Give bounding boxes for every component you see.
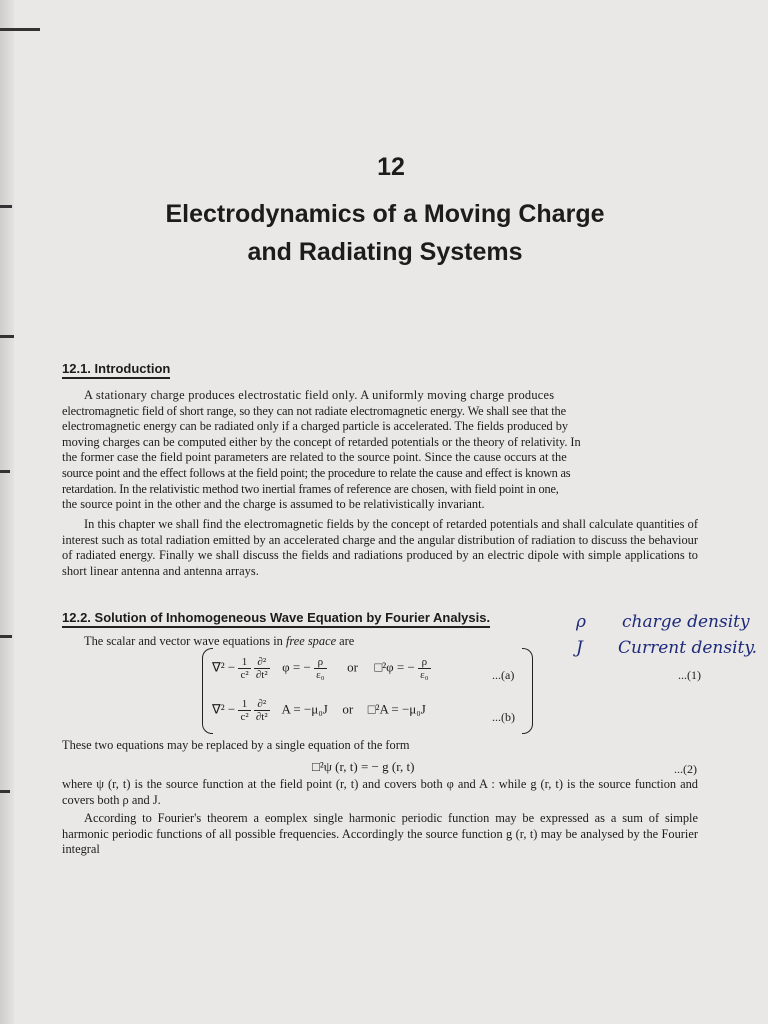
intro-line: electromagnetic energy can be radiated only if a charged particle is accelerated. The fields produced by <box>62 419 569 434</box>
eq-or: or <box>347 659 358 675</box>
eq-dalembert: □²φ = − <box>374 659 415 675</box>
equation-2: □²ψ (r, t) = − g (r, t) <box>312 759 415 774</box>
fraction <box>238 698 250 723</box>
binding-tick <box>0 790 10 793</box>
intro-line: retardation. In the relativistic method two inertial frames of reference are chosen, with field point in one, <box>62 481 559 496</box>
fraction-num: ρ <box>314 656 326 669</box>
intro-line: source point and the effect follows at the field point; the procedure to relate the cause and effect is known as <box>62 465 571 480</box>
replacement-text: These two equations may be replaced by a single equation of the form <box>62 738 410 752</box>
wave-eq-intro <box>84 634 584 650</box>
fraction-num: 1 <box>238 698 250 711</box>
equation-brace-right <box>522 648 533 734</box>
eq-operator: ∇² − <box>212 659 236 675</box>
handwritten-note: Current density. <box>618 638 758 658</box>
fraction-num: ∂² <box>254 656 270 669</box>
fraction <box>254 698 270 723</box>
fraction-num: ρ <box>418 656 430 669</box>
page-binding-edge <box>0 0 14 1024</box>
fraction <box>314 656 326 681</box>
where-paragraph: where ψ (r, t) is the source function at the field point (r, t) and covers both φ and A : while g (r, t) is the source function and covers both ρ and J. <box>62 777 698 807</box>
eq-dalembert: □²A = −μ₀J <box>367 701 426 717</box>
handwritten-note: charge density <box>622 612 750 632</box>
intro-text: are <box>336 634 355 648</box>
fraction-den: c² <box>240 711 249 723</box>
fraction-den: ∂t² <box>255 711 268 723</box>
eq-or: or <box>342 701 354 717</box>
fraction-den: c² <box>240 669 249 681</box>
eq-rhs: φ = − <box>282 659 311 675</box>
equation-label: ...(a) <box>492 668 515 682</box>
handwritten-symbol: J <box>576 638 583 658</box>
handwritten-symbol: ρ <box>576 612 586 632</box>
chapter-title-line: and Radiating Systems <box>247 238 523 266</box>
fraction-den: ε₀ <box>420 669 429 681</box>
intro-line: A stationary charge produces electrostatic field only. A uniformly moving charge produces <box>84 388 555 402</box>
intro-line: the source point in the other and the charge is assumed to be relativistically invariant. <box>62 497 485 512</box>
eq-rhs: A = −μ₀J <box>281 701 328 717</box>
eq-operator: ∇² − <box>212 701 236 717</box>
fraction-den: ε₀ <box>316 669 325 681</box>
fraction <box>418 656 430 681</box>
intro-text: The scalar and vector wave equations in <box>84 634 286 648</box>
chapter-overview-paragraph: In this chapter we shall find the electromagnetic fields by the concept of retarded potentials and shall calculate quantities of interest such as total radiation emitted by an accelerated charge and the angular distribution of radiation to discuss the behaviour of radiated energy. Finally we shall discuss the fields and radiations produced by an electric dipole with simple applications to short linear antenna and antenna arrays. <box>62 517 698 578</box>
free-space-term: free space <box>285 634 337 648</box>
equation-label: ...(b) <box>492 710 515 724</box>
section-heading: 12.2. Solution of Inhomogeneous Wave Equation by Fourier Analysis. <box>62 610 490 628</box>
intro-paragraph <box>62 388 698 513</box>
intro-line: moving charges can be computed either by the concept of retarded potentials or the theory of relativity. In <box>62 434 581 449</box>
equation-label: ...(2) <box>674 762 697 776</box>
equation-a <box>212 656 431 681</box>
equation-label: ...(1) <box>678 668 701 682</box>
intro-line: electromagnetic field of short range, so they can not radiate electromagnetic energy. We shall see that the <box>62 403 566 418</box>
fourier-paragraph: According to Fourier's theorem a eomplex single harmonic periodic function may be expressed as a sum of simple harmonic periodic functions of all possible frequencies. Accordingly the source function g (r, t) may be analysed by the Fourier integral <box>62 811 698 857</box>
chapter-title-line: Electrodynamics of a Moving Charge <box>165 200 605 228</box>
binding-tick <box>0 335 14 338</box>
section-heading: 12.1. Introduction <box>62 361 170 379</box>
fraction-num: ∂² <box>254 698 270 711</box>
binding-tick <box>0 635 12 638</box>
fraction-num: 1 <box>238 656 250 669</box>
equation-b <box>212 698 426 723</box>
chapter-title <box>14 195 756 271</box>
binding-tick <box>0 470 10 473</box>
fraction-den: ∂t² <box>255 669 268 681</box>
intro-line: the former case the field point parameters are related to the source point. Since the cause occurs at the <box>62 450 567 465</box>
document-page <box>14 0 768 1024</box>
fraction <box>254 656 270 681</box>
binding-tick <box>0 205 12 208</box>
fraction <box>238 656 250 681</box>
chapter-number: 12 <box>377 153 405 181</box>
